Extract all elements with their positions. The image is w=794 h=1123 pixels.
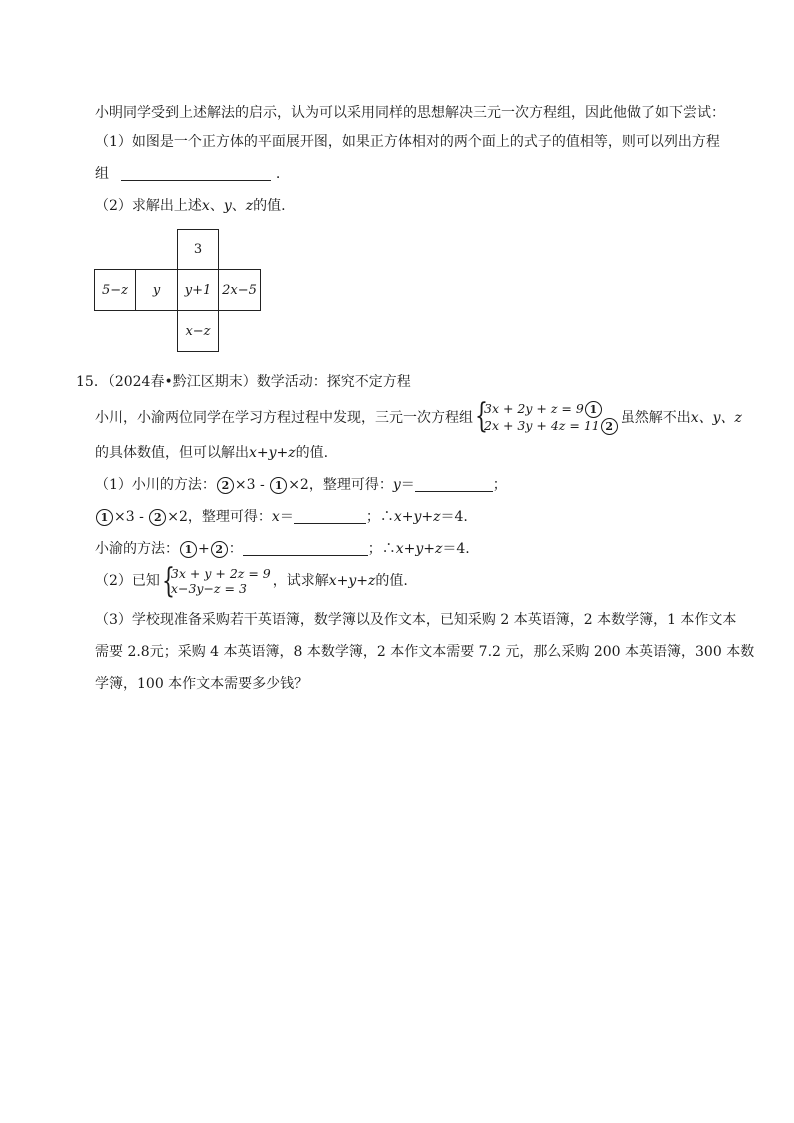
text: ＝4. — [442, 541, 470, 557]
text: ； — [492, 477, 507, 493]
q15-part1-line-a — [95, 475, 507, 495]
part1-a-prefix: （1）小川的方法： — [95, 477, 216, 493]
q15-part3-line1: （3）学校现准备采购若干英语簿，数学簿以及作文本，已知采购 2 本英语簿，2 本数学簿，1 本作文本 — [95, 612, 737, 628]
circle-mark-1: 1 — [96, 509, 113, 526]
q15-part1-line-c — [95, 539, 470, 559]
answer-blank-x[interactable] — [294, 509, 366, 524]
var-y: y — [392, 477, 401, 493]
var-z: z — [245, 198, 254, 214]
expr-sum: x+y+z — [393, 509, 441, 525]
equals: ＝ — [279, 509, 294, 525]
q15-intro-line1 — [95, 396, 742, 436]
q15-part3-line3: 学簿，100 本作文本需要多少钱？ — [95, 676, 309, 692]
cube-face-bottom: x−z — [177, 310, 219, 352]
circle-mark-2: 2 — [601, 418, 618, 435]
part2-prefix: （2）已知 — [95, 573, 160, 589]
part1-prefix: 组 — [95, 166, 109, 182]
cube-face-mid-left: y — [135, 269, 178, 311]
circle-mark-1: 1 — [270, 477, 287, 494]
intro-text: 小明同学受到上述解法的启示，认为可以采用同样的思想解决三元一次方程组，因此他做了如下尝试： — [95, 105, 725, 121]
cube-face-center: y+1 — [177, 269, 219, 311]
eq2: x−3y−z = 3 — [170, 581, 247, 596]
question-15-header: 15．（2024春•黔江区期末）数学活动：探究不定方程 — [76, 374, 411, 390]
text: ；∴ — [367, 541, 396, 557]
text: ；∴ — [365, 509, 394, 525]
part1-suffix: . — [275, 166, 281, 182]
part2-prefix: （2）求解出上述 — [95, 198, 202, 214]
text: ×2，整理可得： — [167, 509, 272, 525]
part1-text-line2 — [95, 164, 280, 184]
expr-sum: x+y+z — [328, 573, 376, 589]
eq2: 2x + 3y + 4z = 11 — [484, 418, 600, 433]
text: ×3 - — [114, 509, 149, 525]
eq1: 3x + 2y + z = 9 — [484, 401, 584, 416]
answer-blank-y[interactable] — [415, 477, 493, 492]
eq1: 3x + y + 2z = 9 — [170, 566, 271, 581]
cube-face-left: 5−z — [94, 269, 136, 311]
answer-blank-system[interactable] — [121, 166, 271, 181]
part2-mid: ，试求解 — [272, 573, 329, 589]
part1-text-line1: （1）如图是一个正方体的平面展开图，如果正方体相对的两个面上的式子的值相等，则可以列出方程 — [95, 134, 720, 150]
var-x: x — [271, 509, 280, 525]
q15-intro-a: 小川，小渝两位同学在学习方程过程中发现，三元一次方程组 — [95, 410, 473, 426]
circle-mark-1: 1 — [180, 541, 197, 558]
part2-text — [95, 196, 286, 216]
text: ×3 - — [234, 477, 270, 493]
text: ×2，整理可得： — [288, 477, 393, 493]
q15-intro-c-b: 的值. — [295, 445, 329, 461]
colon: ： — [228, 541, 243, 557]
sep: 、 — [209, 198, 224, 214]
circle-mark-2: 2 — [211, 541, 228, 558]
part2-suffix: 的值. — [375, 573, 408, 589]
q15-part2 — [95, 561, 408, 601]
expr-sum: x+y+z — [395, 541, 443, 557]
equation-system-1: { 3x + 2y + z = 9 1 2x + 3y + 4z = 11 2 — [475, 401, 619, 435]
equation-system-2: { 3x + y + 2z = 9 x−3y−z = 3 — [161, 561, 271, 601]
text: ＝4. — [440, 509, 468, 525]
circle-mark-1: 1 — [585, 401, 602, 418]
cube-face-top: 3 — [177, 229, 219, 270]
q15-intro-b: 虽然解不出 — [620, 410, 691, 426]
var-y: y — [223, 198, 232, 214]
part1-c-prefix: 小渝的方法： — [95, 541, 179, 557]
q15-part3-line2: 需要 2.8元；采购 4 本英语簿，8 本数学簿，2 本作文本需要 7.2 元，那么采购 200 本英语簿，300 本数 — [95, 644, 755, 660]
answer-blank-sum[interactable] — [243, 541, 368, 556]
expr-sum: x+y+z — [249, 445, 296, 461]
q15-vars: x、y、z — [690, 410, 742, 426]
plus: + — [198, 541, 210, 557]
part2-suffix: 的值. — [253, 198, 286, 214]
var-x: x — [201, 198, 210, 214]
sep: 、 — [231, 198, 246, 214]
equals: ＝ — [400, 477, 415, 493]
circle-mark-2: 2 — [149, 509, 166, 526]
q15-intro-c-a: 的具体数值，但可以解出 — [95, 445, 249, 461]
cube-face-right: 2x−5 — [218, 269, 261, 311]
circle-mark-2: 2 — [217, 477, 234, 494]
q15-part1-line-b — [95, 507, 468, 527]
q15-intro-line2 — [95, 443, 328, 463]
